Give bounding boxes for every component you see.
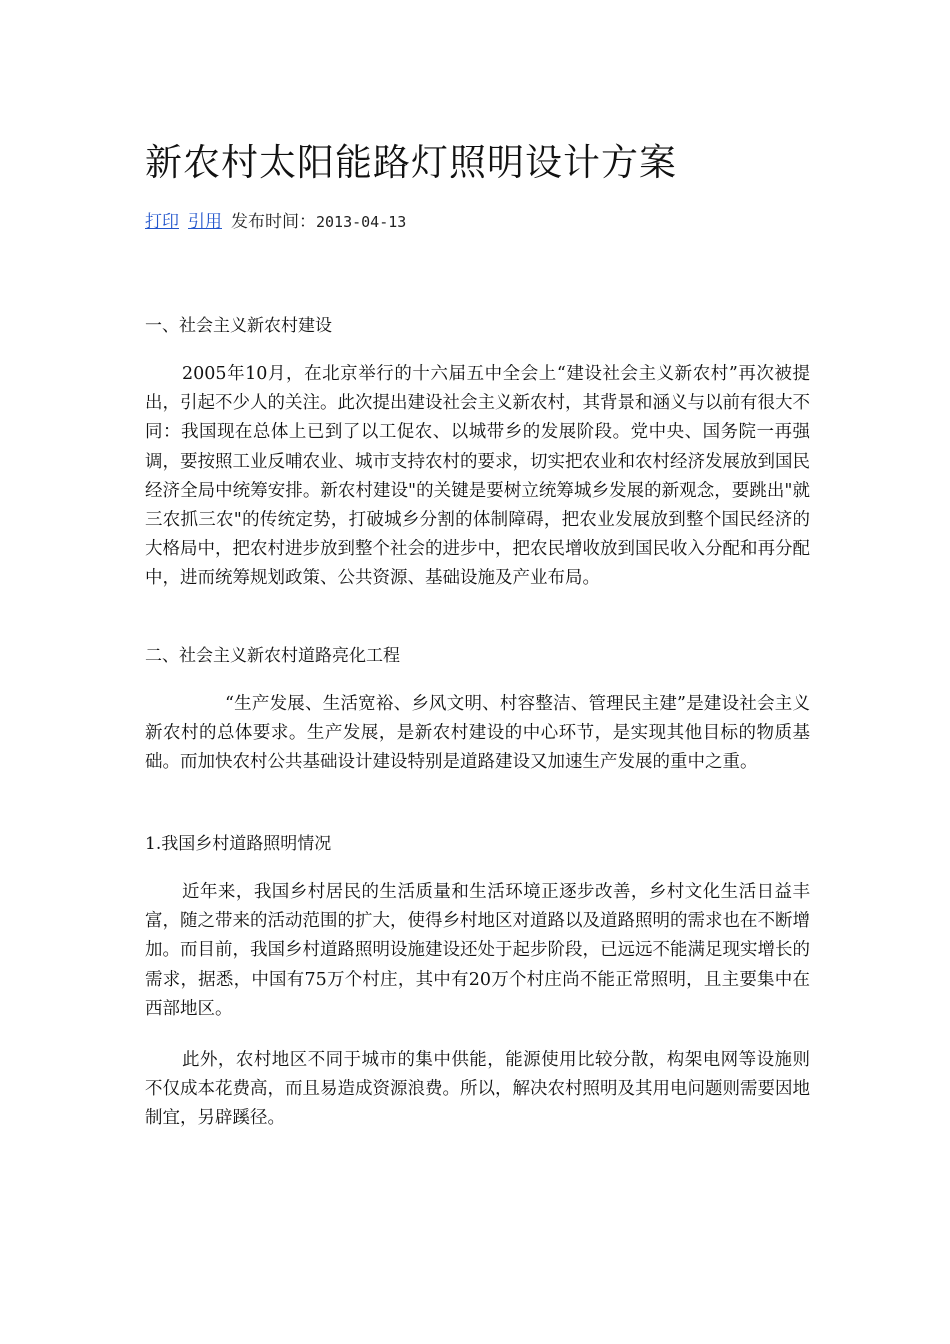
publish-time-label: 发布时间： [231, 212, 316, 232]
section-1-paragraph: 2005年10月，在北京举行的十六届五中全会上“建设社会主义新农村”再次被提出，引起不少人的关注。此次提出建设社会主义新农村，其背景和涵义与以前有很大不同：我国现在总体上已到了以工促农、以城带乡的发展阶段。党中央、国务院一再强调，要按照工业反哺农业、城市支持农村的要求，切实把农业和农村经济发展放到国民经济全局中统筹安排。新农村建设"的关键是要树立统筹城乡发展的新观念，要跳出"就三农抓三农"的传统定势，打破城乡分割的体制障碍，把农业发展放到整个国民经济的大格局中，把农村进步放到整个社会的进步中，把农民增收放到国民收入分配和再分配中，进而统筹规划政策、公共资源、基础设施及产业布局。 [145, 364, 810, 589]
page-title: 新农村太阳能路灯照明设计方案 [145, 141, 677, 184]
section-2-paragraph: “生产发展、生活宽裕、乡风文明、村容整洁、管理民主建”是建设社会主义新农村的总体要求。生产发展，是新农村建设的中心环节，是实现其他目标的物质基础。而加快农村公共基础设计建设特别是道路建设又加速生产发展的重中之重。 [145, 694, 810, 773]
article-meta [145, 210, 406, 234]
section-heading-2: 二、社会主义新农村道路亮化工程 [145, 646, 400, 666]
section-3-paragraph-2: 此外，农村地区不同于城市的集中供能，能源使用比较分散，构架电网等设施则不仅成本花费高，而且易造成资源浪费。所以，解决农村照明及其用电问题则需要因地制宜，另辟蹊径。 [145, 1050, 810, 1129]
section-heading-1: 一、社会主义新农村建设 [145, 316, 332, 336]
cite-link[interactable]: 引用 [188, 212, 222, 232]
section-heading-3: 1.我国乡村道路照明情况 [145, 834, 332, 854]
publish-date: 2013-04-13 [316, 213, 407, 231]
print-link[interactable]: 打印 [145, 212, 179, 232]
section-3-paragraph-1: 近年来，我国乡村居民的生活质量和生活环境正逐步改善，乡村文化生活日益丰富，随之带来的活动范围的扩大，使得乡村地区对道路以及道路照明的需求也在不断增加。而目前，我国乡村道路照明设施建设还处于起步阶段，已远远不能满足现实增长的需求，据悉，中国有75万个村庄，其中有20万个村庄尚不能正常照明，且主要集中在西部地区。 [145, 882, 810, 1019]
